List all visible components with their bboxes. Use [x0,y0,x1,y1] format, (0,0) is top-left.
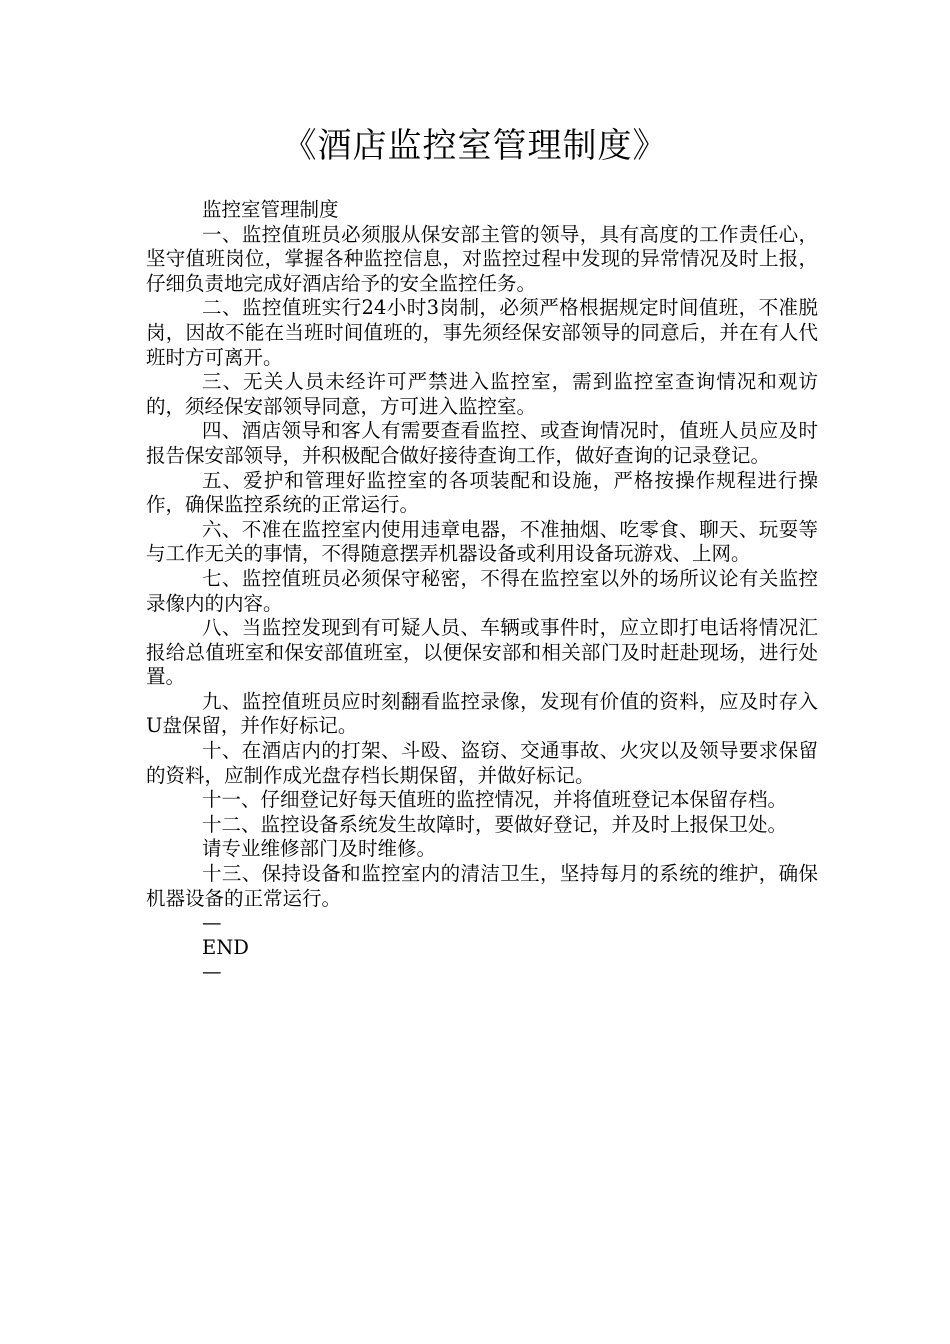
rule-paragraph-11: 十一、仔细登记好每天值班的监控情况，并将值班登记本保留存档。 [202,788,788,812]
rule-paragraph-6: 六、不准在监控室内使用违章电器，不准抽烟、吃零食、聊天、玩耍等与工作无关的事情，不得随意摆弄机器设备或利用设备玩游戏、上网。 [146,517,818,566]
rule-paragraph-7: 七、监控值班员必须保守秘密，不得在监控室以外的场所议论有关监控录像内的内容。 [146,566,818,615]
rule-paragraph-4: 四、酒店领导和客人有需要查看监控、或查询情况时，值班人员应及时报告保安部领导，并积极配合做好接待查询工作，做好查询的记录登记。 [146,419,818,467]
end-marker: END [202,935,249,959]
rule-paragraph-2: 二、监控值班实行24小时3岗制，必须严格根据规定时间值班，不准脱岗，因故不能在当班时间值班的，事先须经保安部领导的同意后，并在有人代班时方可离开。 [146,296,818,369]
rule-paragraph-8: 八、当监控发现到有可疑人员、车辆或事件时，应立即打电话将情况汇报给总值班室和保安部值班室，以便保安部和相关部门及时赶赴现场，进行处置。 [146,616,818,689]
rule-paragraph-13: 十三、保持设备和监控室内的清洁卫生，坚持每月的系统的维护，确保机器设备的正常运行。 [146,862,818,910]
page-title: 《酒店监控室管理制度》 [282,126,668,166]
rule-paragraph-1: 一、监控值班员必须服从保安部主管的领导，具有高度的工作责任心，坚守值班岗位，掌握各种监控信息，对监控过程中发现的异常情况及时上报，仔细负责地完成好酒店给予的安全监控任务。 [146,222,818,295]
document-body [146,198,818,985]
rule-paragraph-12-continued: 请专业维修部门及时维修。 [202,837,437,861]
rule-paragraph-9: 九、监控值班员应时刻翻看监控录像，发现有价值的资料，应及时存入U盘保留，并作好标记。 [146,689,818,738]
section-heading: 监控室管理制度 [202,198,339,221]
rule-paragraph-3: 三、无关人员未经许可严禁进入监控室，需到监控室查询情况和观访的，须经保安部领导同意，方可进入监控室。 [146,370,818,418]
rule-paragraph-10: 十、在酒店内的打架、斗殴、盗窃、交通事故、火灾以及领导要求保留的资料，应制作成光盘存档长期保留，并做好标记。 [146,739,818,787]
end-dash-top: — [202,911,222,935]
rule-paragraph-5: 五、爱护和管理好监控室的各项装配和设施，严格按操作规程进行操作，确保监控系统的正常运行。 [146,468,818,517]
end-dash-bottom: — [202,960,222,984]
rule-paragraph-12: 十二、监控设备系统发生故障时，要做好登记，并及时上报保卫处。 [202,812,788,836]
